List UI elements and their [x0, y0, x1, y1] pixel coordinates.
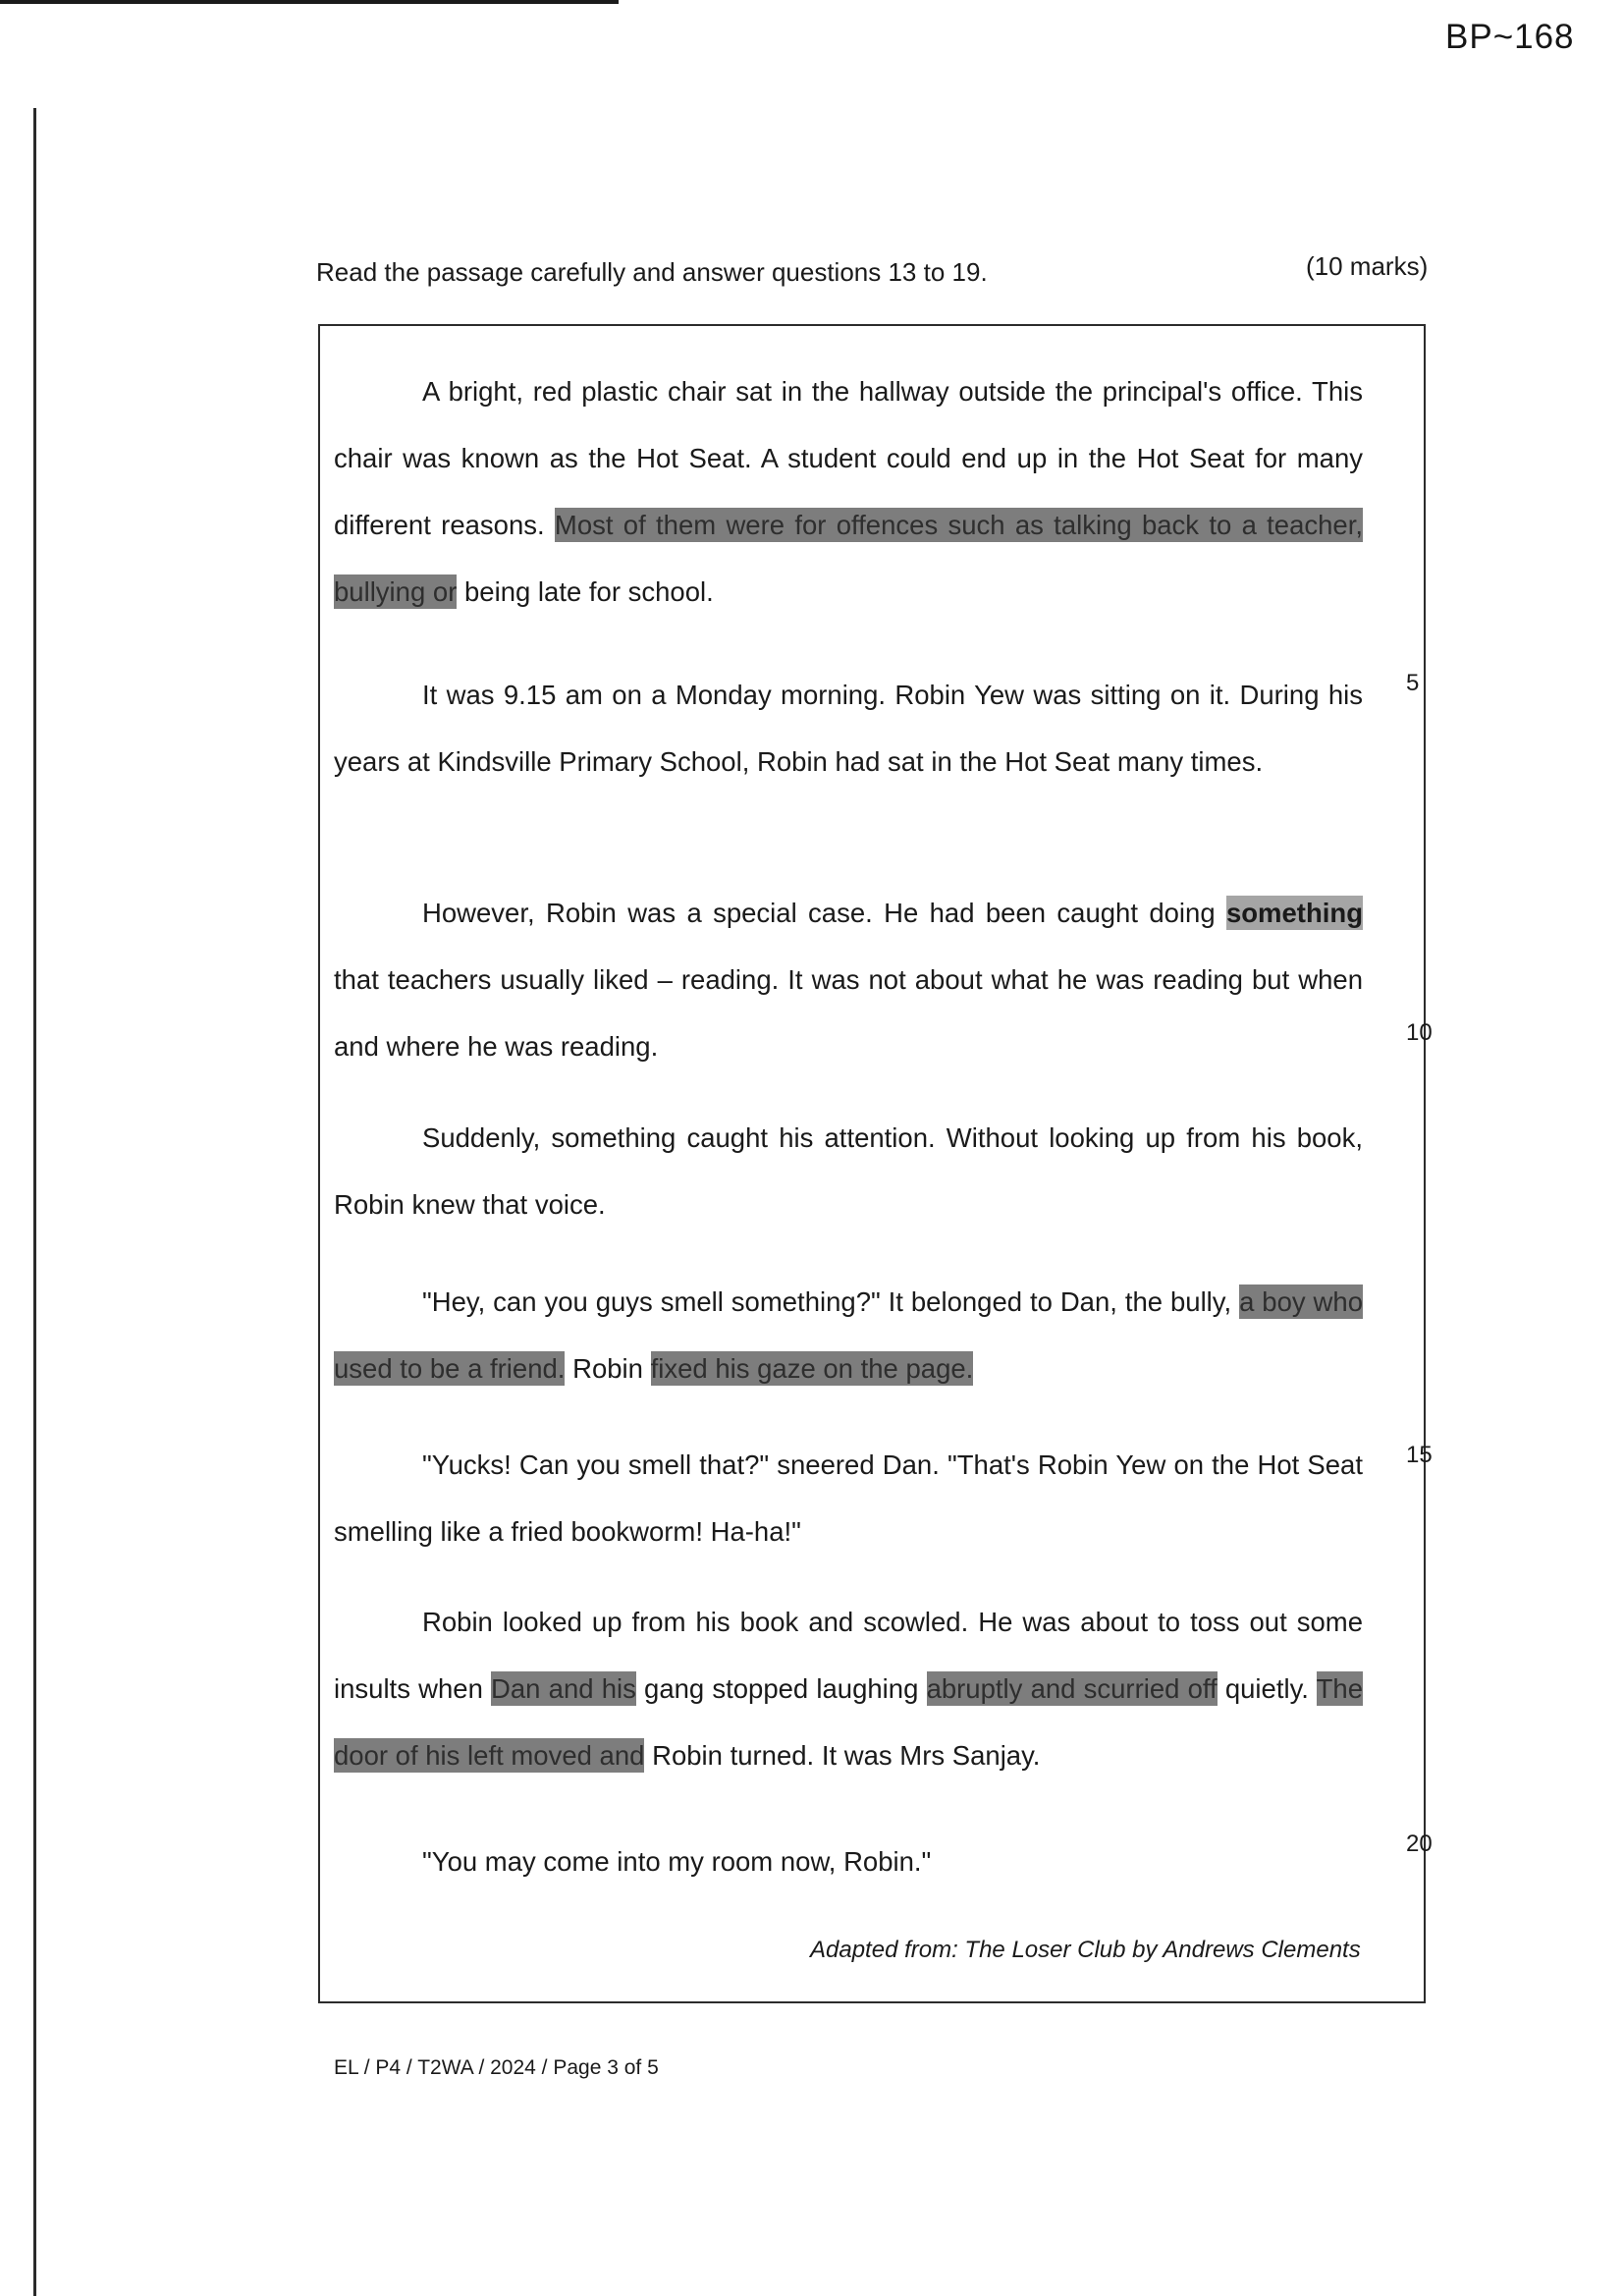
highlighted-text: The door of his left moved and [334, 1673, 1363, 1771]
left-margin-rule [33, 108, 36, 2296]
highlighted-text: Most of them were for offences such as talking back to a teacher, bullying or [334, 510, 1363, 607]
paragraph-text: that teachers usually liked – reading. It was not about what he was reading but when and where he was reading. [334, 964, 1363, 1062]
paragraph-1 [334, 358, 1363, 626]
paragraph-text: Robin looked up from his book and scowled. He was about to toss out some insults when [334, 1607, 1363, 1704]
paragraph-text: being late for school. [457, 576, 714, 607]
line-number: 5 [1406, 670, 1420, 696]
footer-code: EL / P4 / T2WA / 2024 / Page 3 of 5 [334, 2056, 659, 2079]
highlighted-text: fixed his gaze on the page. [650, 1353, 974, 1384]
paragraph-text: "Hey, can you guys smell something?" It belonged to Dan, the bully, [422, 1286, 1240, 1317]
paragraph-text: gang stopped laughing [635, 1673, 927, 1704]
line-number: 10 [1406, 1019, 1433, 1046]
instruction-text: Read the passage carefully and answer questions 13 to 19. [316, 257, 988, 287]
paragraph-7 [334, 1589, 1363, 1789]
paragraph-text: A bright, red plastic chair sat in the hallway outside the principal's office. This chair was known as the Hot Seat. A student could end up in the Hot Seat for many different reasons. [334, 376, 1363, 540]
paragraph-8: "You may come into my room now, Robin." [422, 1846, 932, 1877]
paragraph-2: It was 9.15 am on a Monday morning. Robin Yew was sitting on it. During his years at Kindsville Primary School, Robin had sat in the Hot Seat many times. [334, 680, 1363, 777]
line-number: 15 [1406, 1442, 1433, 1468]
paragraph-3 [334, 880, 1363, 1080]
highlighted-word: something [1225, 898, 1363, 928]
line-number: 20 [1406, 1831, 1433, 1857]
paragraph-6: "Yucks! Can you smell that?" sneered Dan. "That's Robin Yew on the Hot Seat smelling like a fried bookworm! Ha-ha!" [334, 1449, 1363, 1547]
passage-source: Adapted from: The Loser Club by Andrews Clements [810, 1937, 1361, 1963]
paragraph-text: Robin turned. It was Mrs Sanjay. [644, 1740, 1041, 1771]
paragraph-text: quietly. [1217, 1673, 1317, 1704]
paragraph-4: Suddenly, something caught his attention. Without looking up from his book, Robin knew that voice. [334, 1122, 1363, 1220]
top-rule [0, 0, 619, 4]
marks-label: (10 marks) [1306, 251, 1429, 281]
paragraph-5 [334, 1269, 1363, 1402]
paragraph-text: However, Robin was a special case. He had been caught doing [422, 898, 1226, 928]
highlighted-text: abruptly and scurried off [926, 1673, 1218, 1704]
highlighted-text: Dan and his [491, 1673, 636, 1704]
paragraph-text: Robin [565, 1353, 651, 1384]
document-code: BP~168 [1445, 18, 1575, 56]
highlighted-text: a boy who used to be a friend. [334, 1286, 1363, 1384]
